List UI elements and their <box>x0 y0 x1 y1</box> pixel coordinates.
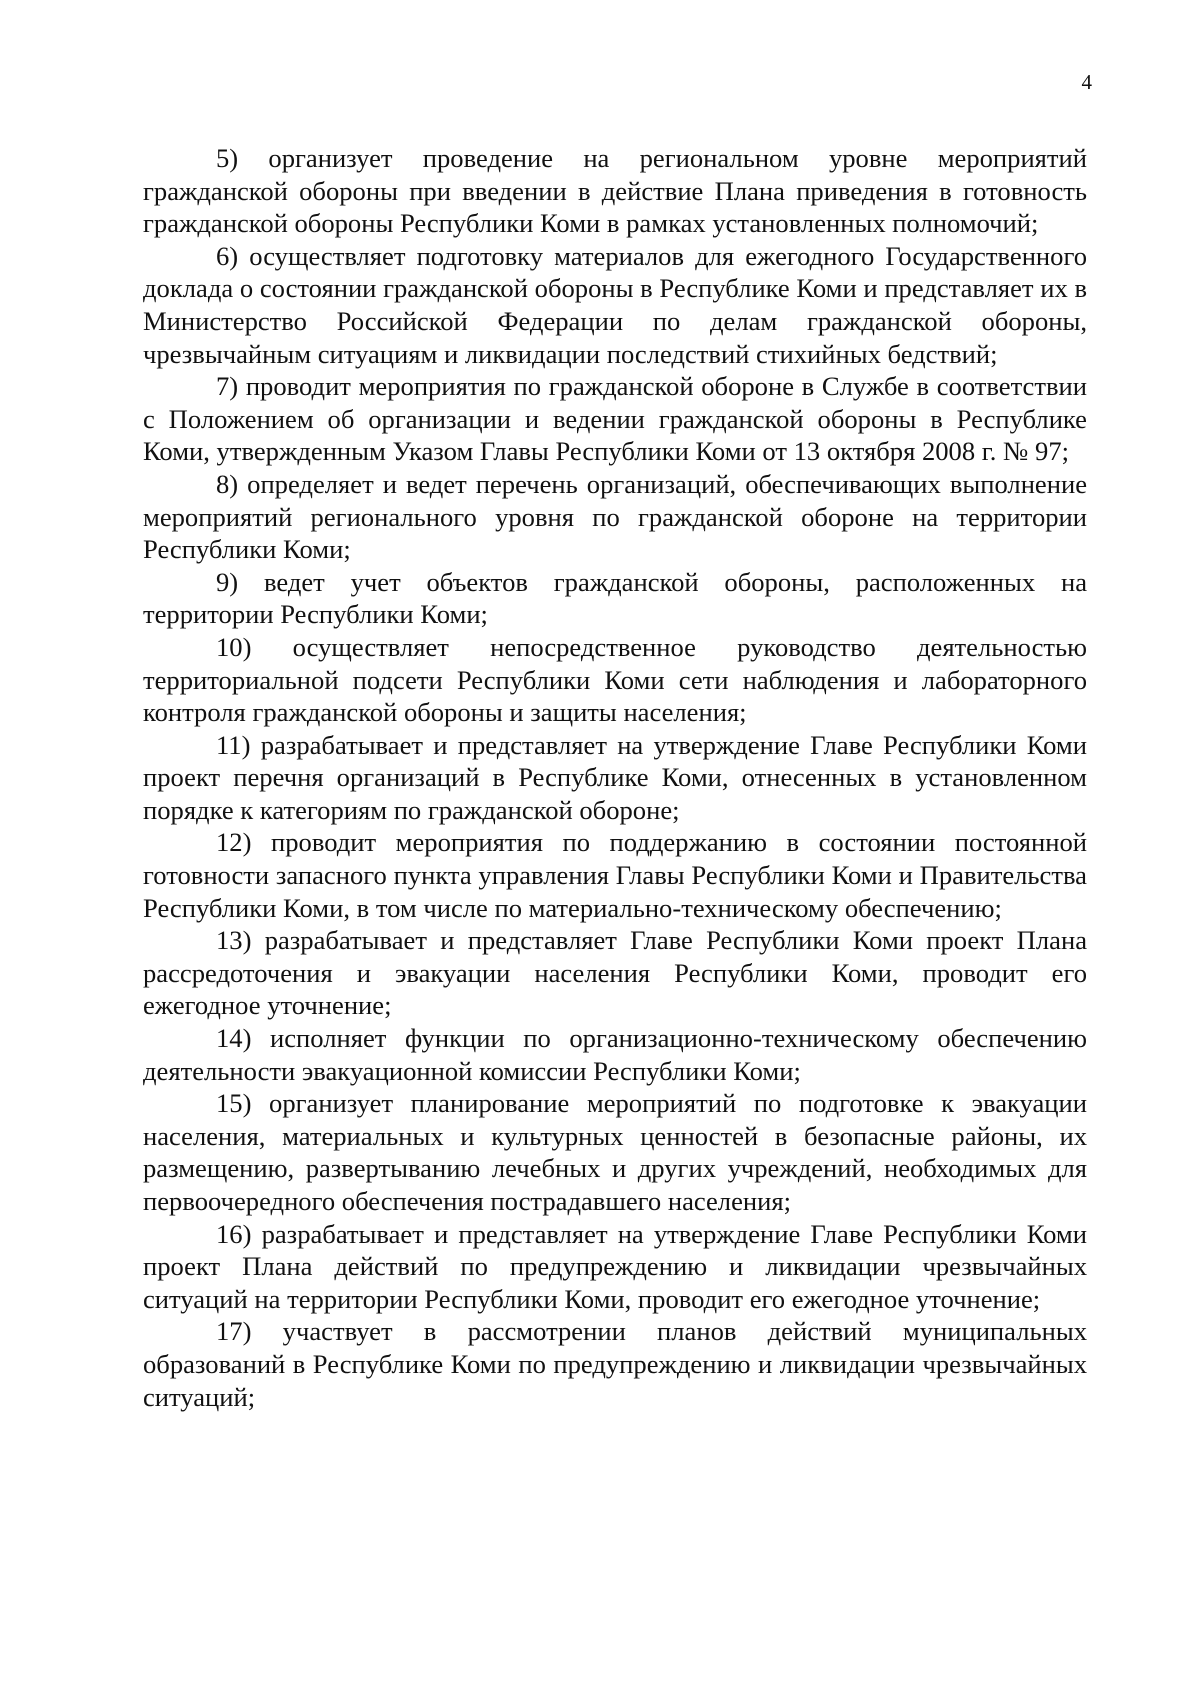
paragraph-item-11: 11) разрабатывает и представляет на утверждение Главе Республики Коми проект перечня организаций в Республике Коми, отнесенных в установленном порядке к категориям по гражданской обороне; <box>143 729 1087 825</box>
page-number: 4 <box>1081 70 1092 94</box>
paragraph-item-9: 9) ведет учет объектов гражданской обороны, расположенных на территории Республики Коми; <box>143 566 1087 630</box>
paragraph-item-13: 13) разрабатывает и представляет Главе Республики Коми проект Плана рассредоточения и эвакуации населения Республики Коми, проводит его ежегодное уточнение; <box>143 925 1087 1021</box>
paragraph-item-12: 12) проводит мероприятия по поддержанию в состоянии постоянной готовности запасного пункта управления Главы Республики Коми и Правительства Республики Коми, в том числе по материально-техническому обеспечению; <box>143 827 1087 923</box>
paragraph-item-16: 16) разрабатывает и представляет на утверждение Главе Республики Коми проект Плана действий по предупреждению и ликвидации чрезвычайных ситуаций на территории Республики Коми, проводит его ежегодное уточнение; <box>143 1218 1087 1314</box>
paragraph-item-15: 15) организует планирование мероприятий по подготовке к эвакуации населения, материальных и культурных ценностей в безопасные районы, их размещению, развертыванию лечебных и других учреждений, необходимых для первоочередного обеспечения пострадавшего населения; <box>143 1088 1087 1216</box>
paragraph-item-14: 14) исполняет функции по организационно-техническому обеспечению деятельности эвакуационной комиссии Республики Коми; <box>143 1023 1087 1086</box>
paragraph-item-5: 5) организует проведение на региональном уровне мероприятий гражданской обороны при введении в действие Плана приведения в готовность гражданской обороны Республики Коми в рамках установленных полномочий; <box>143 143 1087 239</box>
paragraph-item-7: 7) проводит мероприятия по гражданской обороне в Службе в соответствии с Положением об организации и ведении гражданской обороны в Республике Коми, утвержденным Указом Главы Республики Коми от 13 октября 2008 г. № 97; <box>143 371 1087 467</box>
paragraph-item-10: 10) осуществляет непосредственное руководство деятельностью территориальной подсети Республики Коми сети наблюдения и лабораторного контроля гражданской обороны и защиты населения; <box>143 631 1087 728</box>
document-body <box>143 142 1087 1413</box>
paragraph-item-17: 17) участвует в рассмотрении планов действий муниципальных образований в Республике Коми по предупреждению и ликвидации чрезвычайных ситуаций; <box>143 1316 1087 1412</box>
paragraph-item-6: 6) осуществляет подготовку материалов для ежегодного Государственного доклада о состоянии гражданской обороны в Республике Коми и представляет их в Министерство Российской Федерации по делам гражданской обороны, чрезвычайным ситуациям и ликвидации последствий стихийных бедствий; <box>143 240 1087 369</box>
paragraph-item-8: 8) определяет и ведет перечень организаций, обеспечивающих выполнение мероприятий регионального уровня по гражданской обороне на территории Республики Коми; <box>143 468 1087 565</box>
